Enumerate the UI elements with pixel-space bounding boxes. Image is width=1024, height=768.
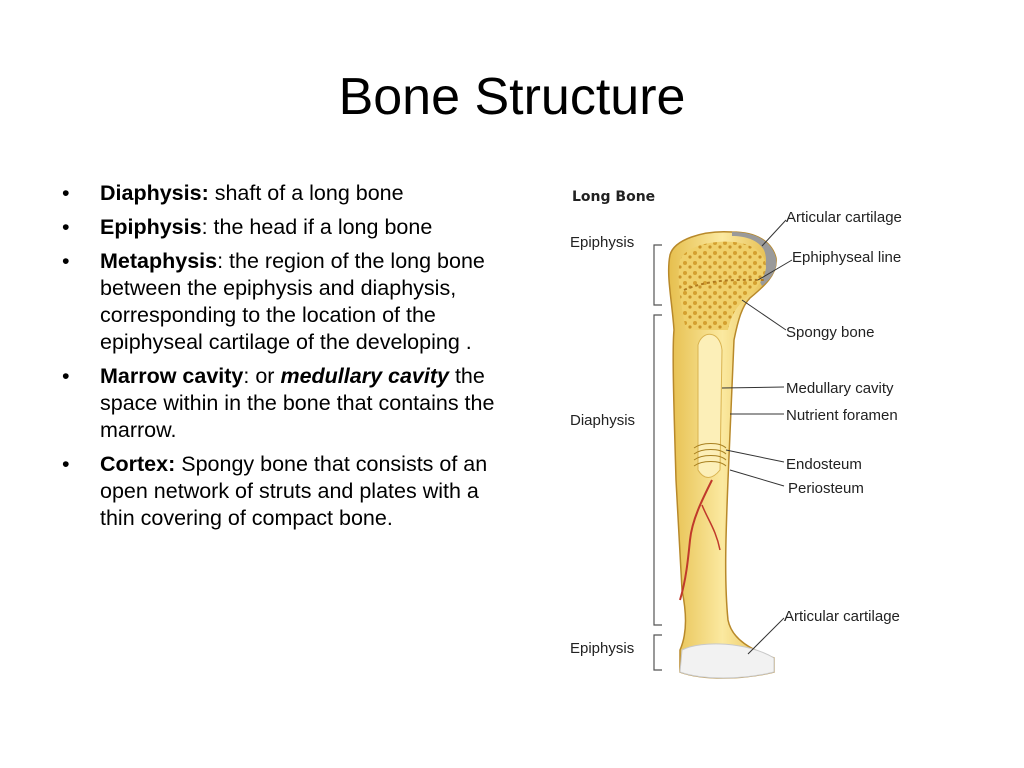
leader-articular-cartilage-bottom [748,618,784,654]
bullet-marker: • [62,215,70,239]
bracket-epiphysis-top [654,245,662,305]
bullet-term: Diaphysis: [100,181,209,205]
leader-periosteum [730,470,784,486]
leader-articular-cartilage-top [762,220,786,246]
bullet-list [62,180,502,539]
bullet-text: the space within in the bone that contains the marrow. [100,364,495,442]
long-bone-diagram [562,180,942,685]
bullet-marker: • [62,364,70,388]
bullet-term: Metaphysis [100,249,218,273]
bullet-text: : the region of the long bone between the epiphysis and diaphysis, corresponding to the location of the epiphyseal cartilage of the developing . [100,249,485,354]
leader-spongy-bone [742,300,786,330]
label-epiphysis-top: Epiphysis [570,234,635,251]
bullet-text: : or [243,364,281,388]
label-endosteum: Endosteum [786,456,862,473]
bullet-italic-term: medullary cavity [280,364,449,388]
bullet-epiphysis [62,214,502,241]
region-brackets [654,245,662,670]
spongy-bone [679,242,766,330]
label-articular-cartilage-top: Articular cartilage [786,209,902,226]
bullet-marrow-cavity [62,363,502,444]
bracket-diaphysis [654,315,662,625]
bullet-metaphysis [62,248,502,356]
label-epiphyseal-line: Ephiphyseal line [792,249,902,266]
label-medullary-cavity: Medullary cavity [786,380,894,397]
label-nutrient-foramen: Nutrient foramen [786,407,898,424]
bullet-diaphysis [62,180,502,207]
bracket-epiphysis-bottom [654,635,662,670]
label-epiphysis-bottom: Epiphysis [570,640,635,657]
bullet-text: : the head if a long bone [201,215,433,239]
bullet-cortex [62,451,502,532]
bullet-term: Cortex: [100,452,176,476]
bullet-term: Marrow cavity [100,364,244,388]
articular-cartilage-bottom [680,644,774,678]
bullet-text: shaft of a long bone [208,181,404,205]
bullet-marker: • [62,181,70,205]
bullet-marker: • [62,452,70,476]
bullet-text: Spongy bone that consists of an open network of struts and plates with a thin covering of compact bone. [100,452,488,530]
leader-endosteum [726,450,784,462]
figure-title: Long Bone [572,189,656,205]
label-diaphysis: Diaphysis [570,412,636,429]
long-bone-svg [562,180,942,685]
label-articular-cartilage-bottom: Articular cartilage [784,608,900,625]
label-periosteum: Periosteum [788,480,864,497]
label-spongy-bone: Spongy bone [786,324,875,341]
bullet-marker: • [62,249,70,273]
bullet-term: Epiphysis [100,215,202,239]
slide-title: Bone Structure [338,68,686,126]
